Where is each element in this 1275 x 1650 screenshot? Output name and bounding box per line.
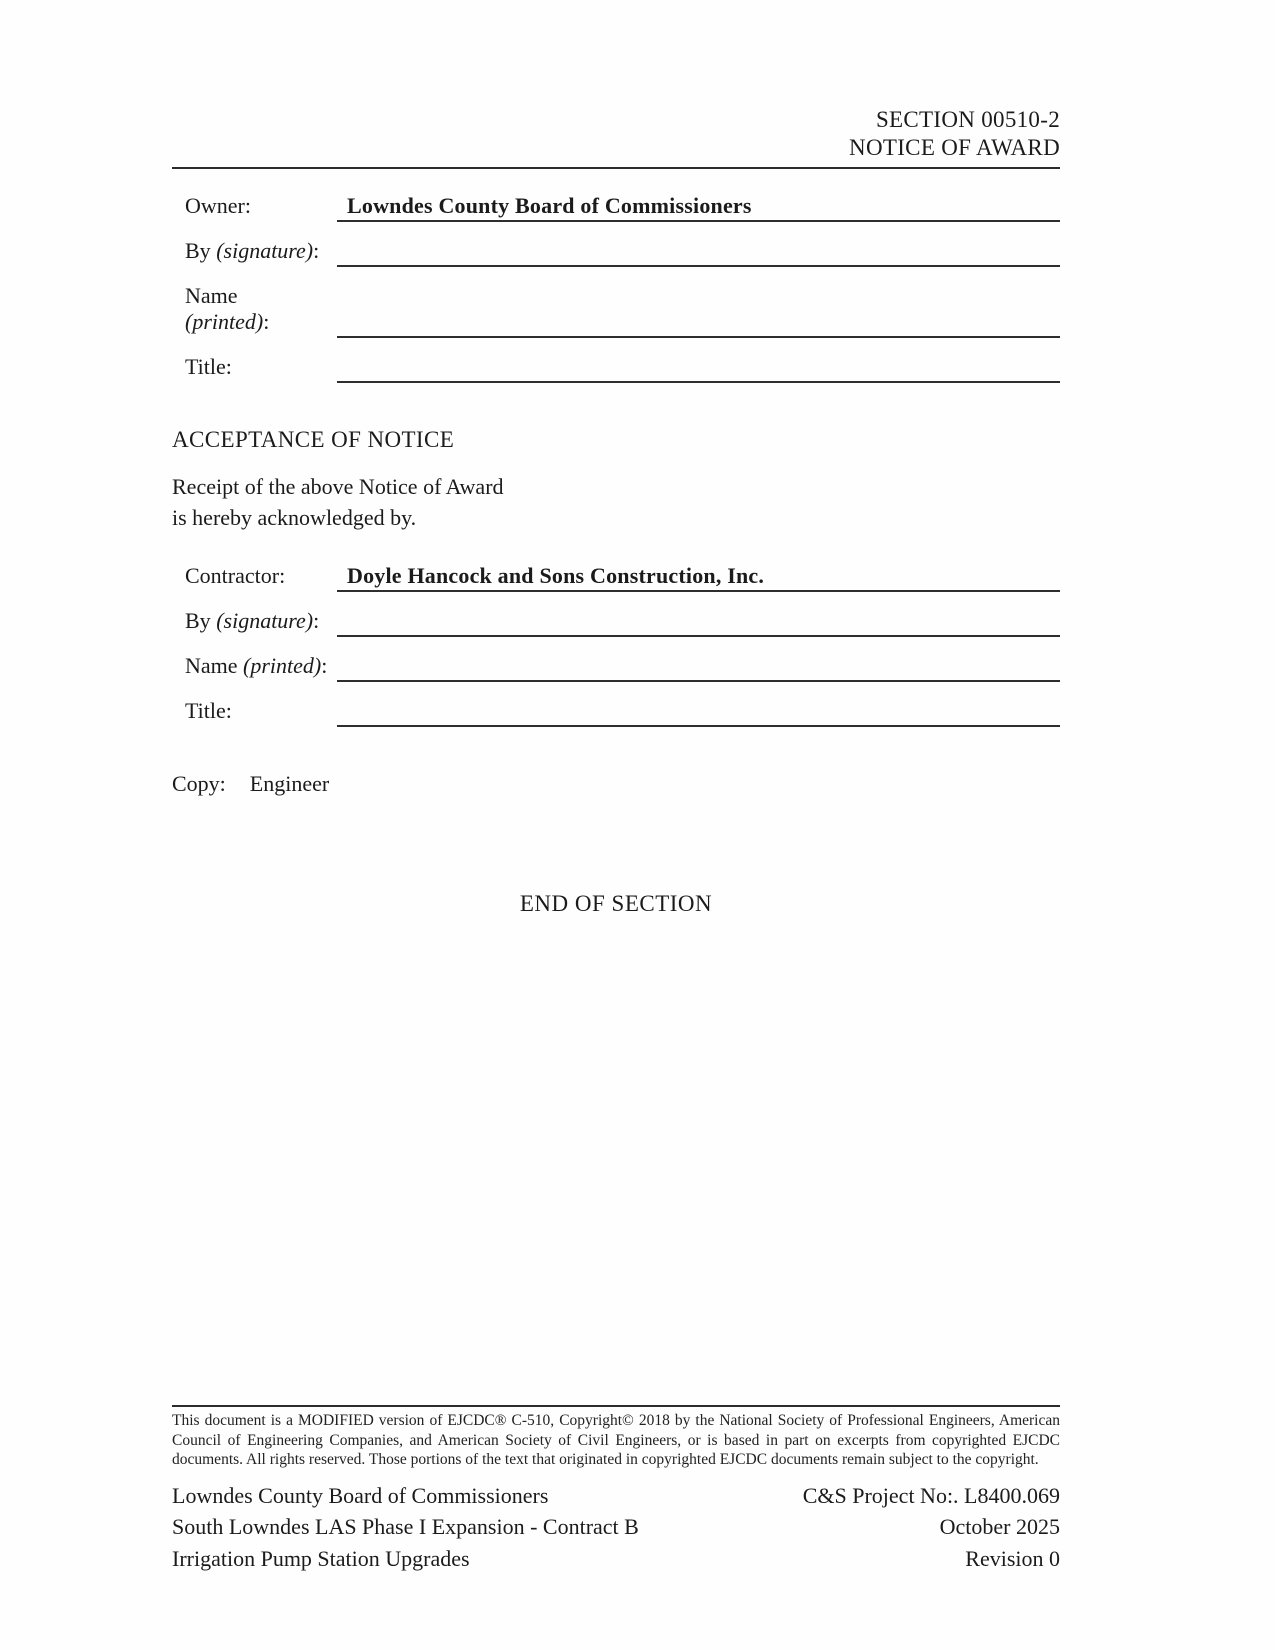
owner-signature-block (172, 193, 1060, 383)
contractor-value-line (337, 563, 1060, 592)
footer-project-number: C&S Project No:. L8400.069 (802, 1482, 1060, 1508)
contractor-signature-block (172, 563, 1060, 727)
owner-title-row (185, 354, 1060, 383)
owner-name-label-italic: (printed) (185, 309, 264, 334)
footer-owner-name: Lowndes County Board of Commissioners (172, 1482, 549, 1508)
footer-project-name: South Lowndes LAS Phase I Expansion - Contract B (172, 1514, 639, 1539)
contractor-name-label-italic: (printed) (243, 653, 322, 678)
contractor-by-row (185, 608, 1060, 637)
contractor-by-label-italic: (signature) (216, 608, 314, 633)
owner-title-label: Title: (185, 354, 232, 379)
contractor-title-row (185, 698, 1060, 727)
owner-row (185, 193, 1060, 222)
end-of-section: END OF SECTION (519, 891, 713, 916)
owner-by-label-pre: By (185, 238, 217, 263)
owner-value-line (337, 193, 1060, 222)
footer-revision: Revision 0 (965, 1545, 1060, 1571)
owner-name-line (337, 311, 1060, 338)
owner-name-row (185, 283, 1060, 338)
contractor-label: Contractor: (185, 563, 286, 588)
document-title: NOTICE OF AWARD (849, 135, 1060, 160)
footer-date: October 2025 (939, 1514, 1060, 1539)
owner-label: Owner: (185, 193, 251, 218)
acceptance-heading: ACCEPTANCE OF NOTICE (172, 427, 455, 452)
owner-signature-line (337, 240, 1060, 267)
footer-project-subtitle: Irrigation Pump Station Upgrades (172, 1545, 470, 1571)
contractor-by-label-pre: By (185, 608, 217, 633)
footer-project-identification (172, 1480, 639, 1575)
contractor-title-label: Title: (185, 698, 232, 723)
owner-value: Lowndes County Board of Commissioners (347, 193, 752, 218)
owner-by-label-italic: (signature) (216, 238, 314, 263)
contractor-name-label (185, 653, 337, 682)
owner-title-line (337, 356, 1060, 383)
owner-by-label-post: : (313, 238, 320, 263)
contractor-name-line (337, 655, 1060, 682)
copy-label: Copy: (172, 771, 226, 796)
contractor-row (185, 563, 1060, 592)
contractor-title-line (337, 700, 1060, 727)
contractor-value: Doyle Hancock and Sons Construction, Inc. (347, 563, 765, 588)
acceptance-text-line2: is hereby acknowledged by. (172, 505, 417, 530)
acceptance-text (172, 471, 1060, 533)
footer-project-meta (803, 1480, 1060, 1575)
owner-name-label-line1: Name (185, 283, 238, 308)
footer-identification (172, 1480, 1060, 1575)
document-header (172, 106, 1060, 169)
owner-by-label (185, 238, 337, 267)
copyright-notice: This document is a MODIFIED version of EJCDC® C-510, Copyright© 2018 by the National Society of Professional Engineers, American Council of Engineering Companies, and American Society of Civil Engineers, or is based in part on excerpts from copyrighted EJCDC documents. All rights reserved. Those portions of the text that originated in copyrighted EJCDC documents remain subject to the copyright. (172, 1405, 1060, 1470)
contractor-by-label-post: : (313, 608, 320, 633)
section-number: SECTION 00510-2 (875, 107, 1060, 132)
contractor-name-label-post: : (321, 653, 328, 678)
owner-name-label-post: : (263, 309, 270, 334)
owner-by-row (185, 238, 1060, 267)
copy-line (172, 771, 1060, 797)
contractor-name-row (185, 653, 1060, 682)
contractor-signature-line (337, 610, 1060, 637)
acceptance-text-line1: Receipt of the above Notice of Award (172, 474, 504, 499)
contractor-by-label (185, 608, 337, 637)
copy-value: Engineer (249, 771, 330, 796)
contractor-name-label-pre: Name (185, 653, 244, 678)
owner-name-label (185, 283, 337, 338)
page-footer (172, 1405, 1060, 1574)
